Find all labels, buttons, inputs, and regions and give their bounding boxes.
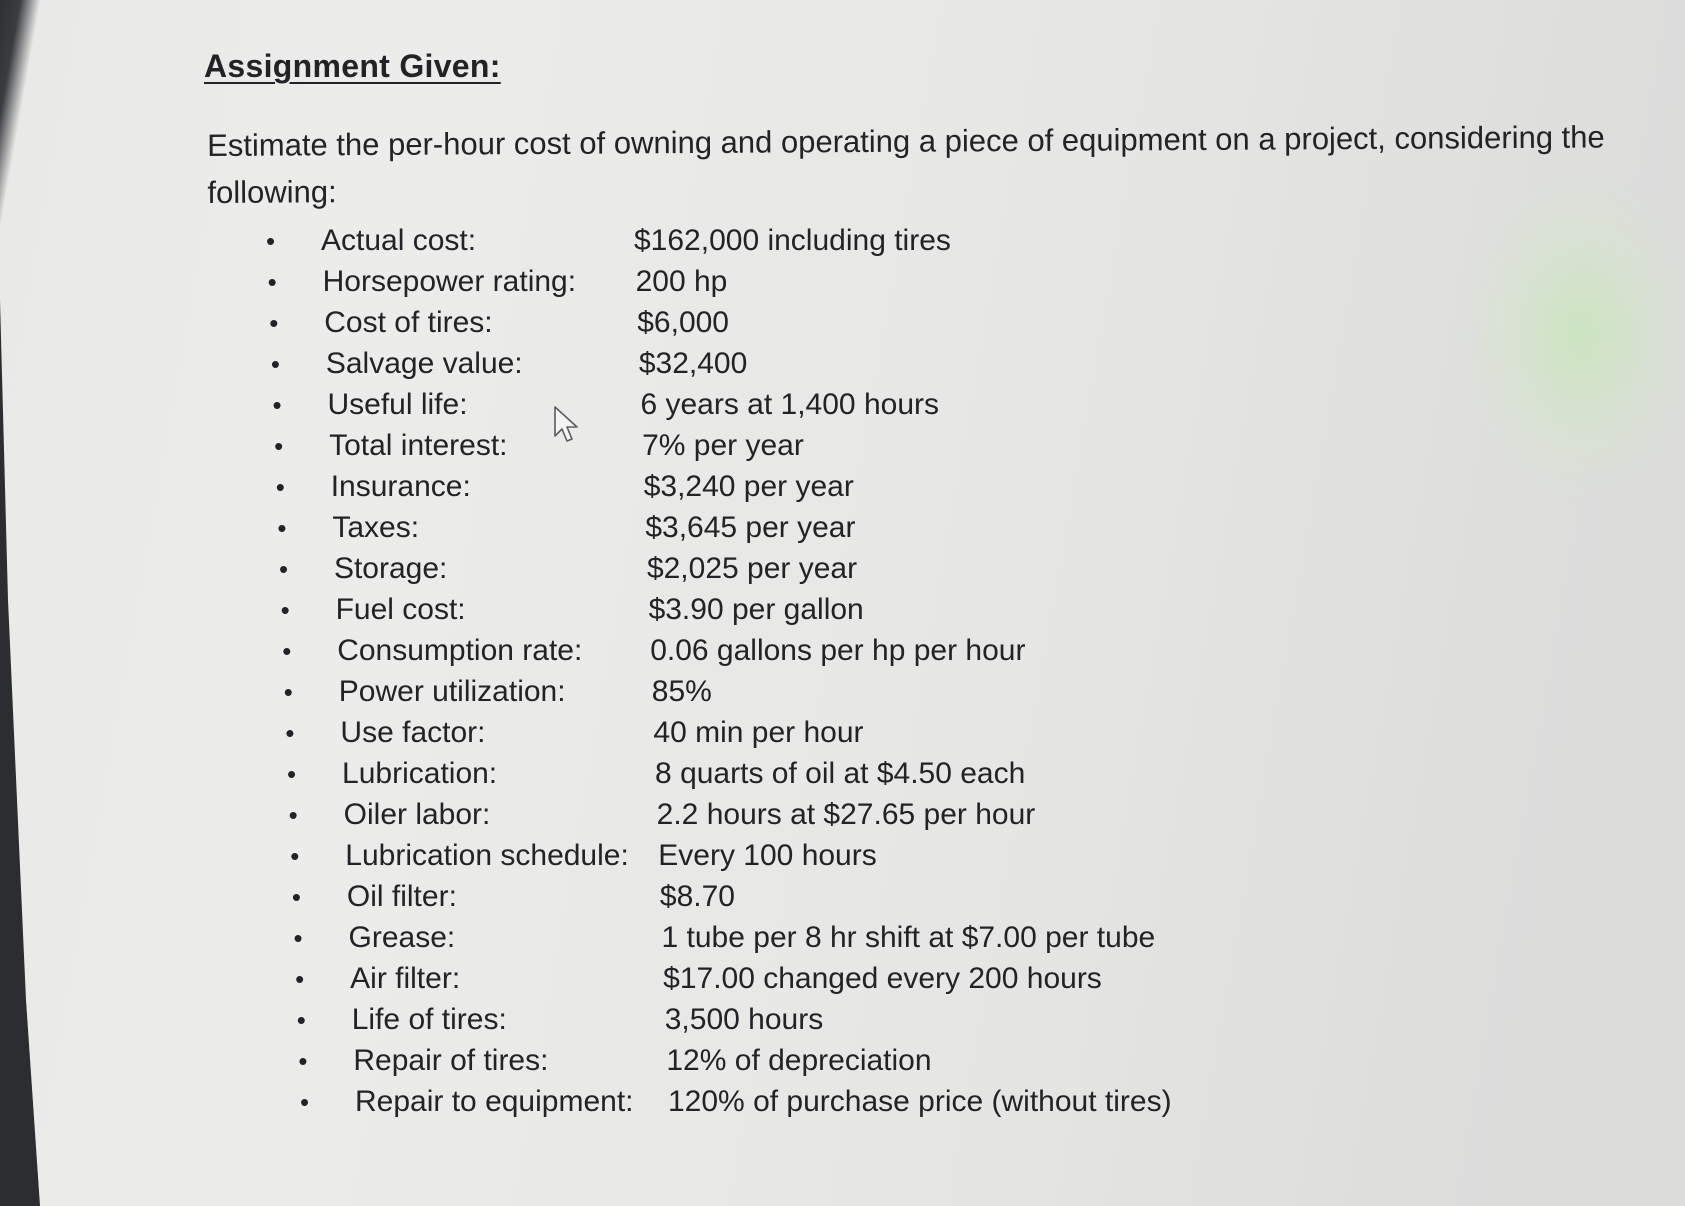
- item-value: 200 hp: [635, 265, 728, 298]
- bullet-point: •: [285, 718, 295, 748]
- bullet-point: •: [282, 636, 292, 666]
- bullet-point: •: [278, 554, 289, 584]
- item-label: Oiler labor:: [343, 798, 491, 831]
- item-label: Total interest:: [329, 429, 508, 462]
- item-value: 2.2 hours at $27.65 per hour: [656, 798, 1036, 831]
- item-label: Air filter:: [350, 962, 461, 995]
- item-label: Repair to equipment:: [355, 1085, 634, 1118]
- item-value: 6 years at 1,400 hours: [640, 388, 939, 421]
- item-value: $3,240 per year: [643, 470, 854, 503]
- assignment-heading: Assignment Given:: [204, 48, 501, 84]
- item-value: 8 quarts of oil at $4.50 each: [655, 757, 1026, 790]
- item-label: Use factor:: [340, 716, 486, 749]
- item-value: 40 min per hour: [653, 716, 864, 749]
- item-label: Actual cost:: [321, 224, 477, 257]
- item-value: 120% of purchase price (without tires): [668, 1085, 1172, 1118]
- item-value: 0.06 gallons per hp per hour: [650, 634, 1026, 667]
- bullet-point: •: [287, 759, 297, 789]
- item-value: 12% of depreciation: [666, 1044, 932, 1077]
- item-value: $17.00 changed every 200 hours: [663, 962, 1102, 995]
- bullet-point: •: [275, 472, 285, 502]
- item-label: Storage:: [333, 552, 448, 585]
- item-value: 85%: [651, 675, 712, 708]
- item-label: Salvage value:: [325, 347, 523, 380]
- assignment-intro: Estimate the per-hour cost of owning and operating a piece of equipment on a project, considering the following:: [207, 119, 1605, 210]
- bullet-point: •: [274, 431, 284, 461]
- bullet-point: •: [267, 267, 277, 297]
- item-value: 3,500 hours: [664, 1003, 824, 1036]
- bullet-point: •: [272, 390, 282, 420]
- item-label: Lubrication schedule:: [345, 839, 629, 872]
- item-value: Every 100 hours: [658, 839, 877, 872]
- item-label: Power utilization:: [338, 675, 566, 708]
- mouse-pointer-icon: [552, 404, 582, 446]
- item-label: Useful life:: [327, 388, 468, 421]
- bullet-point: •: [290, 841, 300, 871]
- bullet-point: •: [293, 923, 303, 953]
- bullet-point: •: [277, 513, 287, 543]
- bullet-point: •: [300, 1087, 310, 1117]
- item-label: Fuel cost:: [335, 593, 466, 626]
- bullet-point: •: [296, 1005, 306, 1035]
- item-label: Horsepower rating:: [322, 265, 577, 298]
- item-label: Lubrication:: [342, 757, 498, 790]
- item-value: $3.90 per gallon: [648, 593, 864, 626]
- item-value: 7% per year: [642, 429, 804, 462]
- item-value: 1 tube per 8 hr shift at $7.00 per tube: [661, 921, 1156, 954]
- item-label: Oil filter:: [346, 880, 457, 913]
- item-label: Consumption rate:: [337, 634, 583, 667]
- item-value: $162,000 including tires: [634, 224, 951, 257]
- bullet-point: •: [291, 882, 301, 912]
- item-value: $2,025 per year: [646, 552, 858, 585]
- item-label: Insurance:: [330, 470, 471, 503]
- item-label: Life of tires:: [351, 1003, 507, 1036]
- item-label: Grease:: [348, 921, 456, 954]
- bullet-point: •: [298, 1046, 308, 1076]
- bullet-point: •: [283, 677, 293, 707]
- item-value: $32,400: [638, 347, 748, 380]
- item-value: $3,645 per year: [645, 511, 856, 544]
- item-label: Repair of tires:: [353, 1044, 549, 1077]
- bullet-point: •: [295, 964, 305, 994]
- bullet-point: •: [266, 226, 276, 256]
- bullet-point: •: [288, 800, 298, 830]
- bullet-point: •: [270, 349, 280, 379]
- item-label: Cost of tires:: [324, 306, 493, 339]
- item-value: $8.70: [659, 880, 735, 913]
- bullet-point: •: [269, 308, 279, 338]
- item-label: Taxes:: [332, 511, 420, 544]
- bullet-point: •: [280, 595, 290, 625]
- item-value: $6,000: [637, 306, 729, 339]
